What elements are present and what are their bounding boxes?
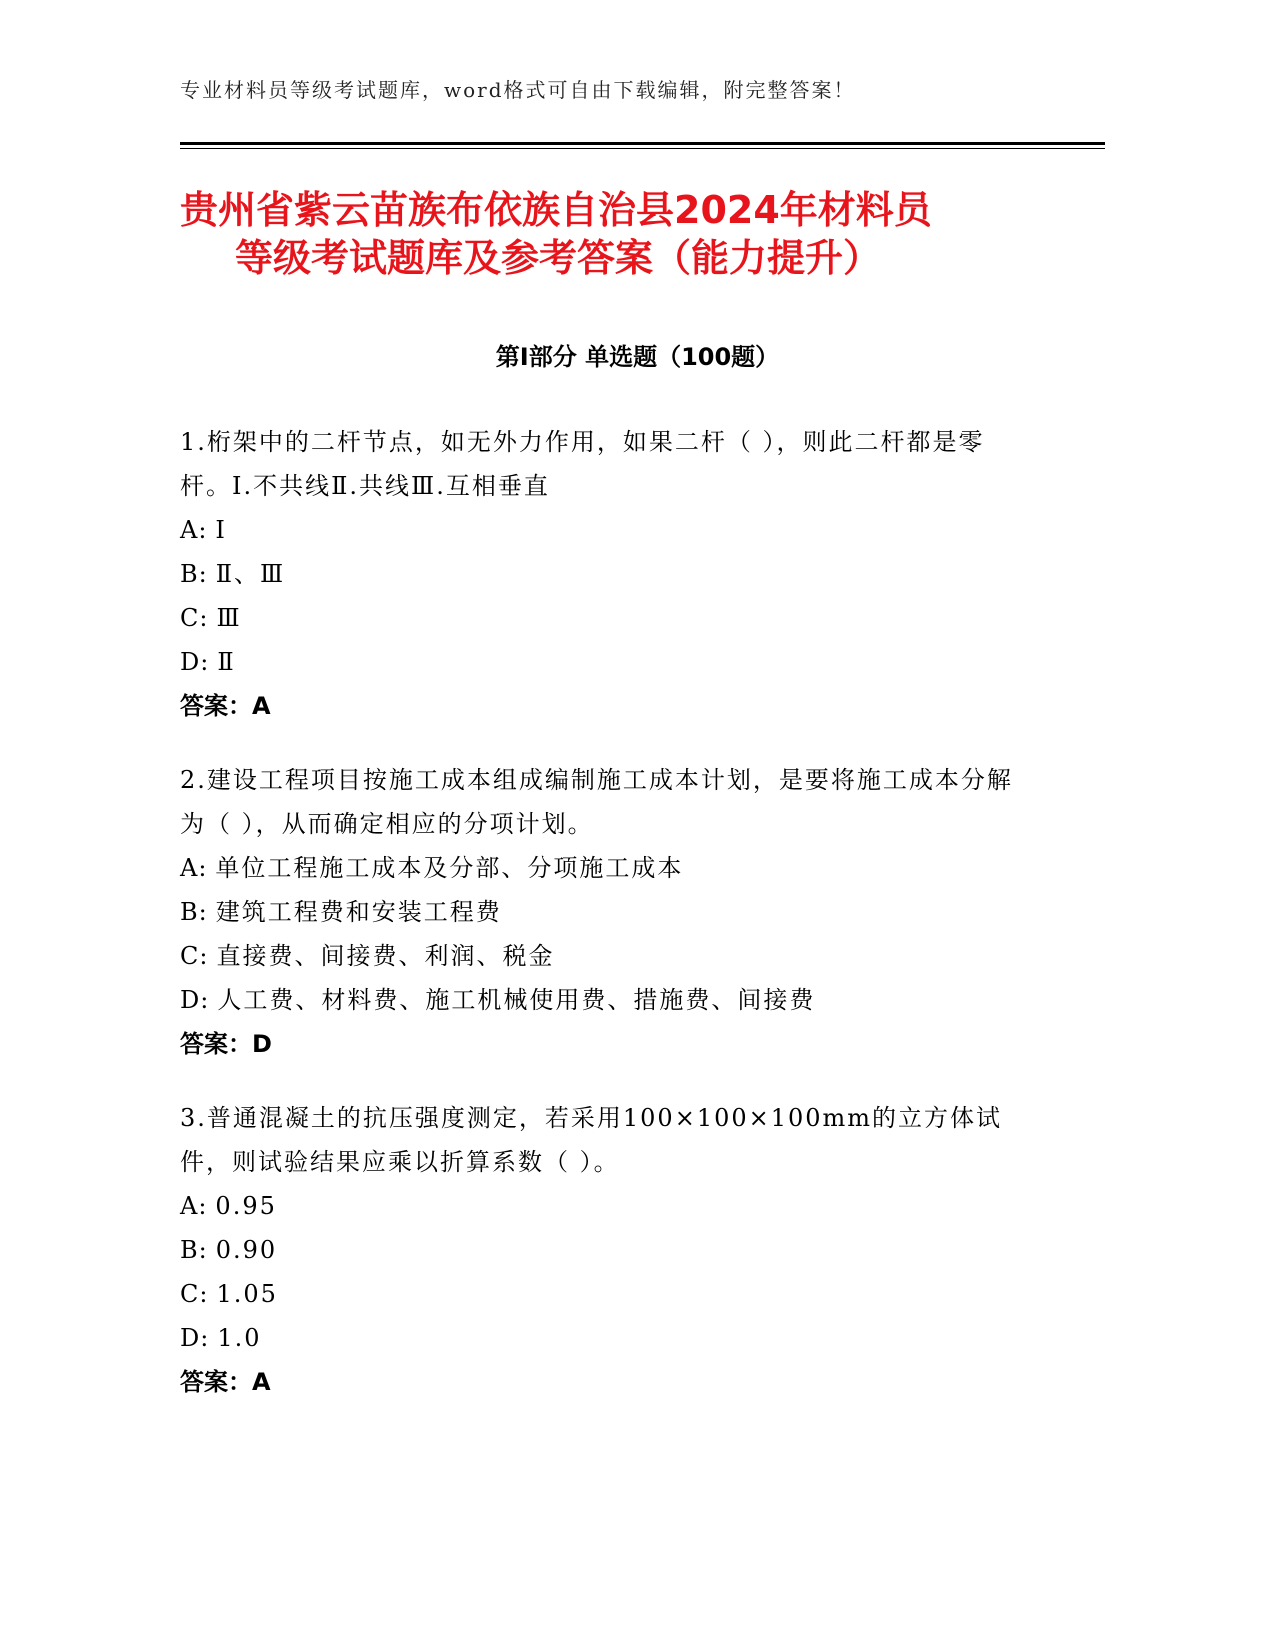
- question-stem: 3.普通混凝土的抗压强度测定，若采用100×100×100mm的立方体试件，则试验结果应乘以折算系数（ ）。: [180, 1104, 1003, 1176]
- option-b: [180, 890, 1030, 934]
- title-line-1: 贵州省紫云苗族布依族自治县2024年材料员: [180, 188, 932, 232]
- option-a: [180, 1184, 1030, 1228]
- option-text: 直接费、间接费、利润、税金: [216, 942, 555, 970]
- option-label: B:: [180, 560, 208, 588]
- option-c: [180, 596, 1030, 640]
- option-d: [180, 640, 1030, 684]
- option-text: 人工费、材料费、施工机械使用费、措施费、间接费: [217, 986, 816, 1014]
- option-c: [180, 1272, 1030, 1316]
- question-1: [180, 420, 1030, 728]
- header-note: 专业材料员等级考试题库，word格式可自由下载编辑，附完整答案！: [180, 78, 856, 102]
- option-label: B:: [180, 898, 208, 926]
- answer: 答案：A: [180, 692, 271, 720]
- option-label: D:: [180, 986, 210, 1014]
- option-label: D:: [180, 648, 210, 676]
- option-b: [180, 552, 1030, 596]
- header-rule-thick: [180, 142, 1105, 145]
- option-text: 1.05: [216, 1280, 278, 1308]
- option-label: D:: [180, 1324, 210, 1352]
- option-text: Ⅱ、Ⅲ: [215, 560, 286, 588]
- question-list: [180, 420, 1030, 1434]
- option-label: C:: [180, 1280, 209, 1308]
- option-text: 建筑工程费和安装工程费: [215, 898, 502, 926]
- answer: 答案：D: [180, 1030, 272, 1058]
- option-text: Ⅱ: [217, 648, 236, 676]
- option-d: [180, 978, 1030, 1022]
- option-text: 0.95: [215, 1192, 277, 1220]
- header-rule-thin: [180, 148, 1105, 149]
- option-text: I: [215, 516, 227, 544]
- option-d: [180, 1316, 1030, 1360]
- option-label: C:: [180, 604, 209, 632]
- option-a: [180, 846, 1030, 890]
- option-text: 0.90: [215, 1236, 278, 1264]
- document-title: [180, 186, 1110, 282]
- option-label: A:: [180, 516, 208, 544]
- option-label: A:: [180, 1192, 208, 1220]
- option-b: [180, 1228, 1030, 1272]
- question-3: [180, 1096, 1030, 1404]
- answer: 答案：A: [180, 1368, 271, 1396]
- option-c: [180, 934, 1030, 978]
- title-line-2: 等级考试题库及参考答案（能力提升）: [235, 236, 882, 280]
- option-a: [180, 508, 1030, 552]
- question-stem: 1.桁架中的二杆节点，如无外力作用，如果二杆（ ），则此二杆都是零杆。I.不共线Ⅱ.共线Ⅲ.互相垂直: [180, 428, 985, 500]
- option-text: Ⅲ: [216, 604, 242, 632]
- question-stem: 2.建设工程项目按施工成本组成编制施工成本计划，是要将施工成本分解为（ ），从而确定相应的分项计划。: [180, 766, 1013, 838]
- option-label: A:: [180, 854, 208, 882]
- option-label: B:: [180, 1236, 208, 1264]
- question-2: [180, 758, 1030, 1066]
- option-label: C:: [180, 942, 209, 970]
- option-text: 单位工程施工成本及分部、分项施工成本: [215, 854, 684, 882]
- option-text: 1.0: [217, 1324, 262, 1352]
- section-heading: 第Ⅰ部分 单选题（100题）: [495, 343, 780, 371]
